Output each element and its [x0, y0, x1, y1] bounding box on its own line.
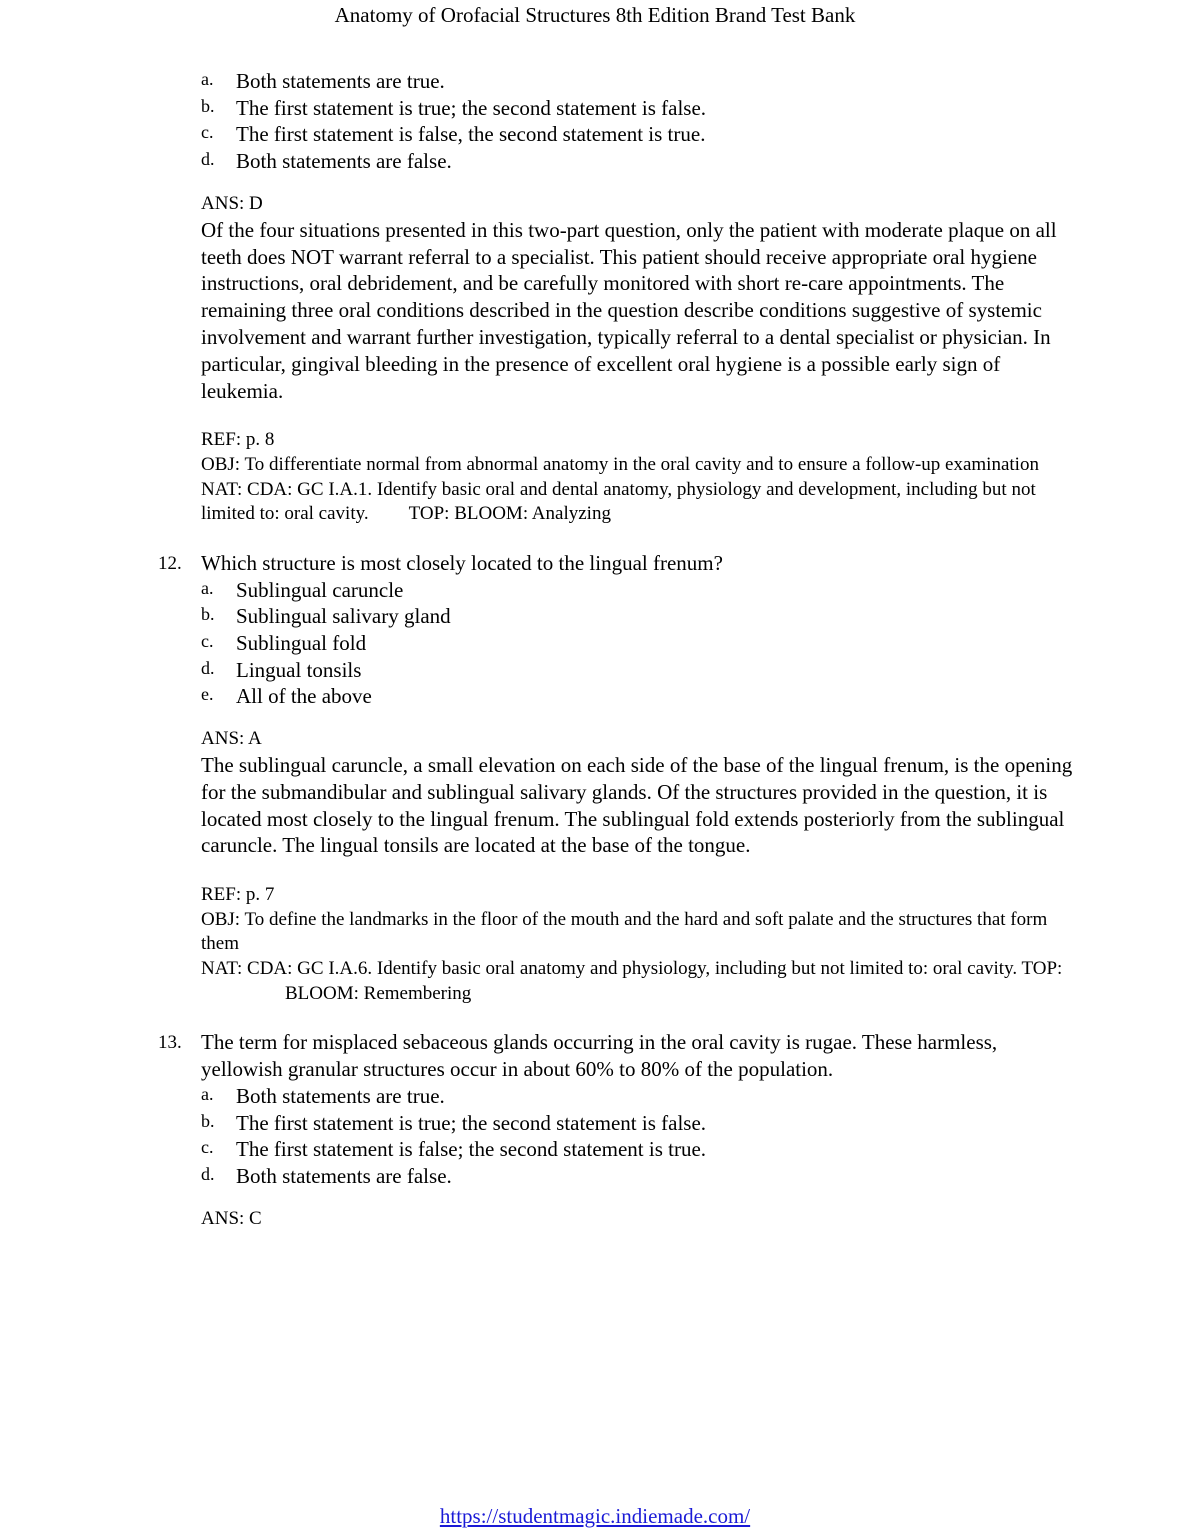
- q11-top: TOP: BLOOM: Analyzing: [408, 503, 611, 525]
- page-content: [0, 68, 1190, 1232]
- q13-option-b: [0, 1110, 1190, 1137]
- option-letter: a.: [201, 69, 214, 89]
- q12-option-a: [0, 577, 1190, 604]
- question-number: 12.: [158, 552, 182, 574]
- q11-explanation: Of the four situations presented in this two-part question, only the patient with moderate plaque on all teeth does NOT warrant referral to a specialist. This patient should receive appropriate oral hygiene instructions, oral debridement, and be carefully monitored with short re-care appointments. The remaining three oral conditions described in the question describe conditions suggestive of systemic involvement and warrant further investigation, typically referral to a dental specialist or physician. In particular, gingival bleeding in the presence of excellent oral hygiene is a possible early sign of leukemia.: [201, 217, 1057, 403]
- option-text: The first statement is true; the second statement is false.: [236, 1110, 707, 1135]
- q13-options: [0, 1083, 1190, 1190]
- option-text: Lingual tonsils: [236, 657, 362, 682]
- q13-answer: ANS: C: [201, 1207, 262, 1229]
- option-text: Both statements are false.: [236, 149, 452, 174]
- q12-metadata: [201, 883, 1081, 1006]
- option-letter: b.: [201, 604, 215, 625]
- q13-option-a: [0, 1083, 1190, 1110]
- page-header: Anatomy of Orofacial Structures 8th Edition Brand Test Bank: [334, 3, 856, 27]
- q11-answer: ANS: D: [201, 192, 263, 214]
- q11-obj: OBJ: To differentiate normal from abnormal anatomy in the oral cavity and to ensure a follow-up examination: [201, 453, 1039, 475]
- question-number: 13.: [158, 1032, 182, 1054]
- q12-top: BLOOM: Remembering: [285, 982, 472, 1004]
- q12-obj: OBJ: To define the landmarks in the floor of the mouth and the hard and soft palate and the structures that form them: [201, 908, 1048, 955]
- q11-option-d: [0, 148, 1190, 175]
- option-text: The first statement is true; the second statement is false.: [236, 95, 707, 120]
- q12-ref: REF: p. 7: [201, 884, 275, 906]
- q11-ref: REF: p. 8: [201, 429, 275, 451]
- q11-nat-text: NAT: CDA: GC I.A.1. Identify basic oral and dental anatomy, physiology and development, including but not limited to: oral cavity.: [201, 478, 1036, 525]
- option-letter: b.: [201, 1110, 215, 1131]
- q12-option-c: [0, 630, 1190, 657]
- q13-option-d: [0, 1163, 1190, 1190]
- option-letter: c.: [201, 122, 214, 143]
- option-letter: a.: [201, 1083, 214, 1104]
- q11-option-b: [0, 95, 1190, 122]
- q11-option-a: [0, 68, 1190, 95]
- q11-options: [0, 68, 1190, 175]
- option-letter: d.: [201, 149, 215, 170]
- q12-option-b: [0, 603, 1190, 630]
- option-letter: e.: [201, 684, 214, 705]
- q12-options: [0, 577, 1190, 711]
- option-text: The first statement is false; the second statement is true.: [236, 1137, 707, 1162]
- q12-answer: ANS: A: [201, 728, 262, 750]
- q12-nat: [201, 957, 1081, 1006]
- q12-option-d: [0, 657, 1190, 684]
- option-letter: a.: [201, 577, 214, 598]
- q11-option-c: [0, 121, 1190, 148]
- q12-nat-text: NAT: CDA: GC I.A.6. Identify basic oral anatomy and physiology, including but not limited to: oral cavity. TOP:: [201, 958, 1063, 980]
- option-text: Sublingual caruncle: [236, 577, 404, 602]
- option-text: Both statements are true.: [236, 1083, 445, 1108]
- option-letter: b.: [201, 95, 215, 116]
- q12-stem: [0, 550, 1081, 577]
- q13-stem: [0, 1029, 1081, 1083]
- page-footer: [0, 1503, 1190, 1529]
- q12-explanation: The sublingual caruncle, a small elevation on each side of the base of the lingual frenum, is the opening for the submandibular and sublingual salivary glands. Of the structures provided in the question, it is located most closely to the lingual frenum. The sublingual fold extends posteriorly from the sublingual caruncle. The lingual tonsils are located at the base of the tongue.: [201, 753, 1073, 858]
- q11-nat: [201, 478, 1081, 527]
- footer-link[interactable]: https://studentmagic.indiemade.com/: [439, 1504, 751, 1528]
- option-text: The first statement is false, the second statement is true.: [236, 122, 706, 147]
- option-letter: c.: [201, 1137, 214, 1158]
- option-text: Sublingual fold: [236, 630, 367, 655]
- q13-option-c: [0, 1136, 1190, 1163]
- option-letter: c.: [201, 630, 214, 651]
- option-text: Both statements are true.: [236, 69, 445, 93]
- option-text: Sublingual salivary gland: [236, 604, 451, 629]
- option-letter: d.: [201, 657, 215, 678]
- q11-metadata: [201, 428, 1081, 526]
- option-letter: d.: [201, 1163, 215, 1184]
- q12-option-e: [0, 683, 1190, 710]
- option-text: All of the above: [236, 684, 372, 709]
- question-text: Which structure is most closely located to the lingual frenum?: [201, 550, 723, 575]
- option-text: Both statements are false.: [236, 1163, 452, 1188]
- question-text: The term for misplaced sebaceous glands occurring in the oral cavity is rugae. These harmless, yellowish granular structures occur in about 60% to 80% of the population.: [201, 1030, 998, 1082]
